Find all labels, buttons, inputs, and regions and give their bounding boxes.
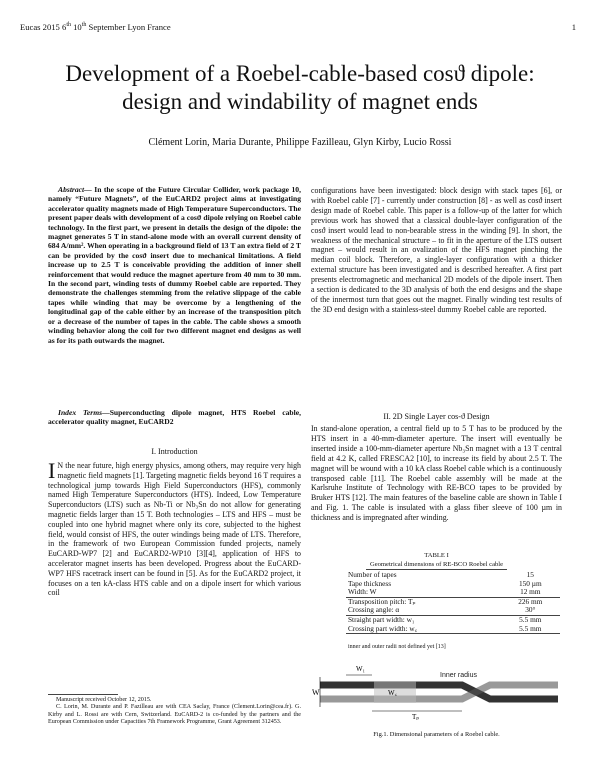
roebel-cable-table [346, 571, 560, 634]
author-list: Clément Lorin, Maria Durante, Philippe Fazilleau, Glyn Kirby, Lucio Rossi [148, 137, 452, 148]
table-caption [311, 551, 562, 570]
abstract-text: In the scope of the Future Circular Collider, work package 10, namely “Future Magnets”, of the EuCARD2 project aims at investigating accelerator quality magnets made of High Temperature Superconductors. The present paper deals with development of a cosϑ dipole relying on Roebel cable technology. In the first part, we present in details the design of the dipole: the magnet generates 5 T in stand-alone mode with an overall current density of 684 A/mm². When operating in a background field of 13 T an extra field of 2 T can be provided by the cosϑ insert due to mechanical limitations. A field increase up to 2.5 T is conceivable providing the addition of inner shell reinforcement that would reduce the magnet aperture from 40 mm to 30 mm. In the second part, winding tests of dummy Roebel cable are reported. They demonstrate the challenges stemming from the relative slippage of the cable tapes while winding that may be overcome by a lengthening of the longitudinal gap of the cable either by an increase of the transposition pitch or a decrease of the number of tapes in the cable. The cable shows a smooth winding behavior along the coil for two different magnet end designs as well as for its path outwards the magnet. [48, 185, 301, 345]
table-row: Crossing part width: w꜀ 5.5 mm [346, 625, 560, 634]
paper-title: Development of a Roebel-cable-based cosϑ dipole: design and windability of magnet ends [65, 61, 535, 114]
abstract [48, 185, 301, 345]
figure-caption: Fig.1. Dimensional parameters of a Roebel cable. [373, 731, 500, 738]
table-row: Crossing angle: α 30° [348, 605, 536, 615]
section2-paragraph: In stand-alone operation, a central field up to 5 T has to be produced by the HTS insert in a 40-mm-diameter aperture. The insert will eventually be inserted inside a 100-mm-diameter aperture Nb₃Sn magnet with a 13 T central field at 4.2 K, called FRESCA2 [10], to increase its field by about 2.5 T. The magnet will be wound with a 10 kA class Roebel cable which is a continuously transposed cable [11]. The Roebel cable assembly will be made at the Karlsruhe Institute of Technology with RE-BCO tapes to be provided by Bruker HTS [12]. The main features of the baseline cable are shown in Table I and Fig. 1. The cable is insulated with a glass fiber sleeve of 100 µm in thickness and is impregnated after winding. [311, 424, 562, 523]
table-row: Tape thickness 150 µm [348, 578, 542, 588]
table-label: TABLE I [424, 552, 449, 559]
wc-label: W꜀ [388, 689, 398, 697]
section-heading-introduction: I. Introduction [151, 447, 198, 456]
index-terms-text: —Superconducting dipole magnet, HTS Roebel cable, accelerator quality magnet, EuCARD2 [48, 408, 301, 427]
right-column-paragraph: configurations have been investigated: block design with stack tapes [6], or with Roebel cable [7] - currently under construction [8] - as well as cosϑ insert design made of Roebel cable. This paper is a follow-up of the latter for which previous work has showed that a classical double-layer configuration of the cosϑ insert would lead to non-bearable stress in the winding [9]. In short, the weakness of the mechanical structure – to fit in the aperture of the LTS outsert magnet – would result in an ovalization of the HFS magnet pinching the median coil block. Therefore, a single-layer configuration with a thicker external structure has been investigated and is described hereafter. A first part presents electromagnetic and mechanical 2D models of the dipole insert. Then a section is dedicated to the 3D analysis of both the end designs and the shape of the innermost turn that goes out the magnet. Finally winding test results of the 3D end design with a stainless-steel dummy Roebel cable are reported. [311, 186, 562, 314]
index-terms [48, 408, 301, 427]
footnote-rule [48, 694, 118, 695]
table-row: Number of tapes 15 [348, 570, 534, 579]
conference-info: Eucas 2015 6th 10th September Lyon France [20, 22, 171, 32]
tp-label: Tₚ [412, 713, 420, 721]
introduction-paragraph [48, 458, 301, 598]
footnote-received: Manuscript received October 12, 2015. [56, 697, 152, 703]
table-footnote: inner and outer radii not defined yet [13] [348, 644, 446, 650]
page-number: 1 [571, 22, 576, 32]
inner-radius-label: Inner radius [440, 672, 477, 679]
w1-label: W₁ [356, 665, 366, 673]
section-heading-2d-design: II. 2D Single Layer cos-ϑ Design [383, 412, 490, 421]
running-header [20, 22, 580, 32]
width-label: W [312, 688, 320, 697]
roebel-cable-figure [312, 655, 562, 727]
footnote-affiliations: C. Lorin, M. Durante and P. Fazilleau are with CEA Saclay, France (Clement.Lorin@cea.fr). G. Kirby and L. Rossi are with Cern, Switzerland. EuCARD-2 is co-funded by the partners and the European Commission under Capacities 7th Framework Programme, Grant Agreement 312453. [48, 704, 301, 725]
footnote [48, 697, 301, 726]
abstract-label: Abstract— [58, 185, 92, 194]
table-row: Width: W 12 mm [348, 587, 541, 597]
table-title: Geometrical dimensions of RE-BCO Roebel cable [366, 560, 507, 570]
introduction-text: N the near future, high energy physics, among others, may require very high magnetic field magnets [1]. Targeting magnetic fields beyond 16 T requires a technological jump towards High Field Superconductors (HFS), commonly named High Temperature Superconductors (HTS). Indeed, Low Temperature Superconductors (LTS) such as Nb-Ti or Nb₃Sn do not allow for generating magnetic fields larger than 15 T. Both technologies – LTS and HFS – must be coupled into one hybrid magnet where only its core, subjected to the highest field, would consist of HFS, the outer windings being made of LTS. Therefore, in the framework of two European Commission funded projects, namely EuCARD-WP7 [2] and EuCARD2-WP10 [3][4], application of HFS to accelerator magnet inserts has been developed. Progress about the EuCARD-WP7 HFS racetrack insert can be found in [5]. As for the EuCARD2 project, it focuses on a ten kA-class HTS cable and on a dipole insert for which various coil [48, 461, 301, 598]
index-terms-label: Index Terms [58, 408, 103, 417]
drop-cap: I [48, 458, 56, 483]
table-row: Straight part width: w₁ 5.5 mm [346, 615, 560, 624]
table-row: Transposition pitch: Tₚ 226 mm [346, 597, 560, 606]
